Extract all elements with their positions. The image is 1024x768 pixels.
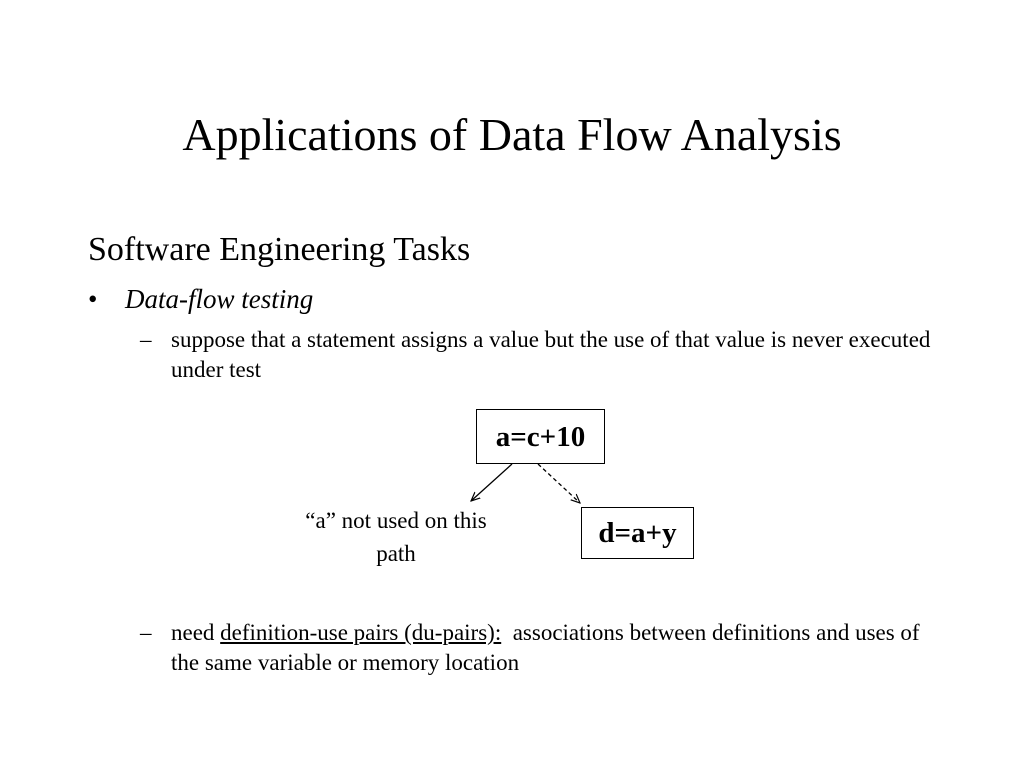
bullet-icon: •: [88, 284, 98, 314]
use-statement-box: d=a+y: [581, 507, 694, 559]
du-pairs-term: definition-use pairs (du-pairs):: [220, 620, 502, 645]
solid-arrow-to-caption: [471, 464, 512, 501]
dash-icon: –: [140, 327, 152, 352]
path-caption: “a” not used on this path: [305, 508, 487, 566]
section-heading: Software Engineering Tasks: [88, 231, 471, 268]
dash-icon: –: [140, 620, 152, 645]
definition-statement-box: a=c+10: [476, 409, 605, 464]
sub-item-text: [171, 618, 951, 678]
dashed-arrow-to-use: [538, 464, 580, 503]
sub-item-prefix: need: [171, 620, 221, 645]
sub-item-text: suppose that a statement assigns a value but the use of that value is never executed under test: [171, 327, 931, 382]
slide-title: Applications of Data Flow Analysis: [182, 109, 842, 160]
bullet-label: Data-flow testing: [125, 284, 314, 314]
sub-item-suffix: associations between definitions and uses of the same variable or memory location: [171, 620, 926, 675]
